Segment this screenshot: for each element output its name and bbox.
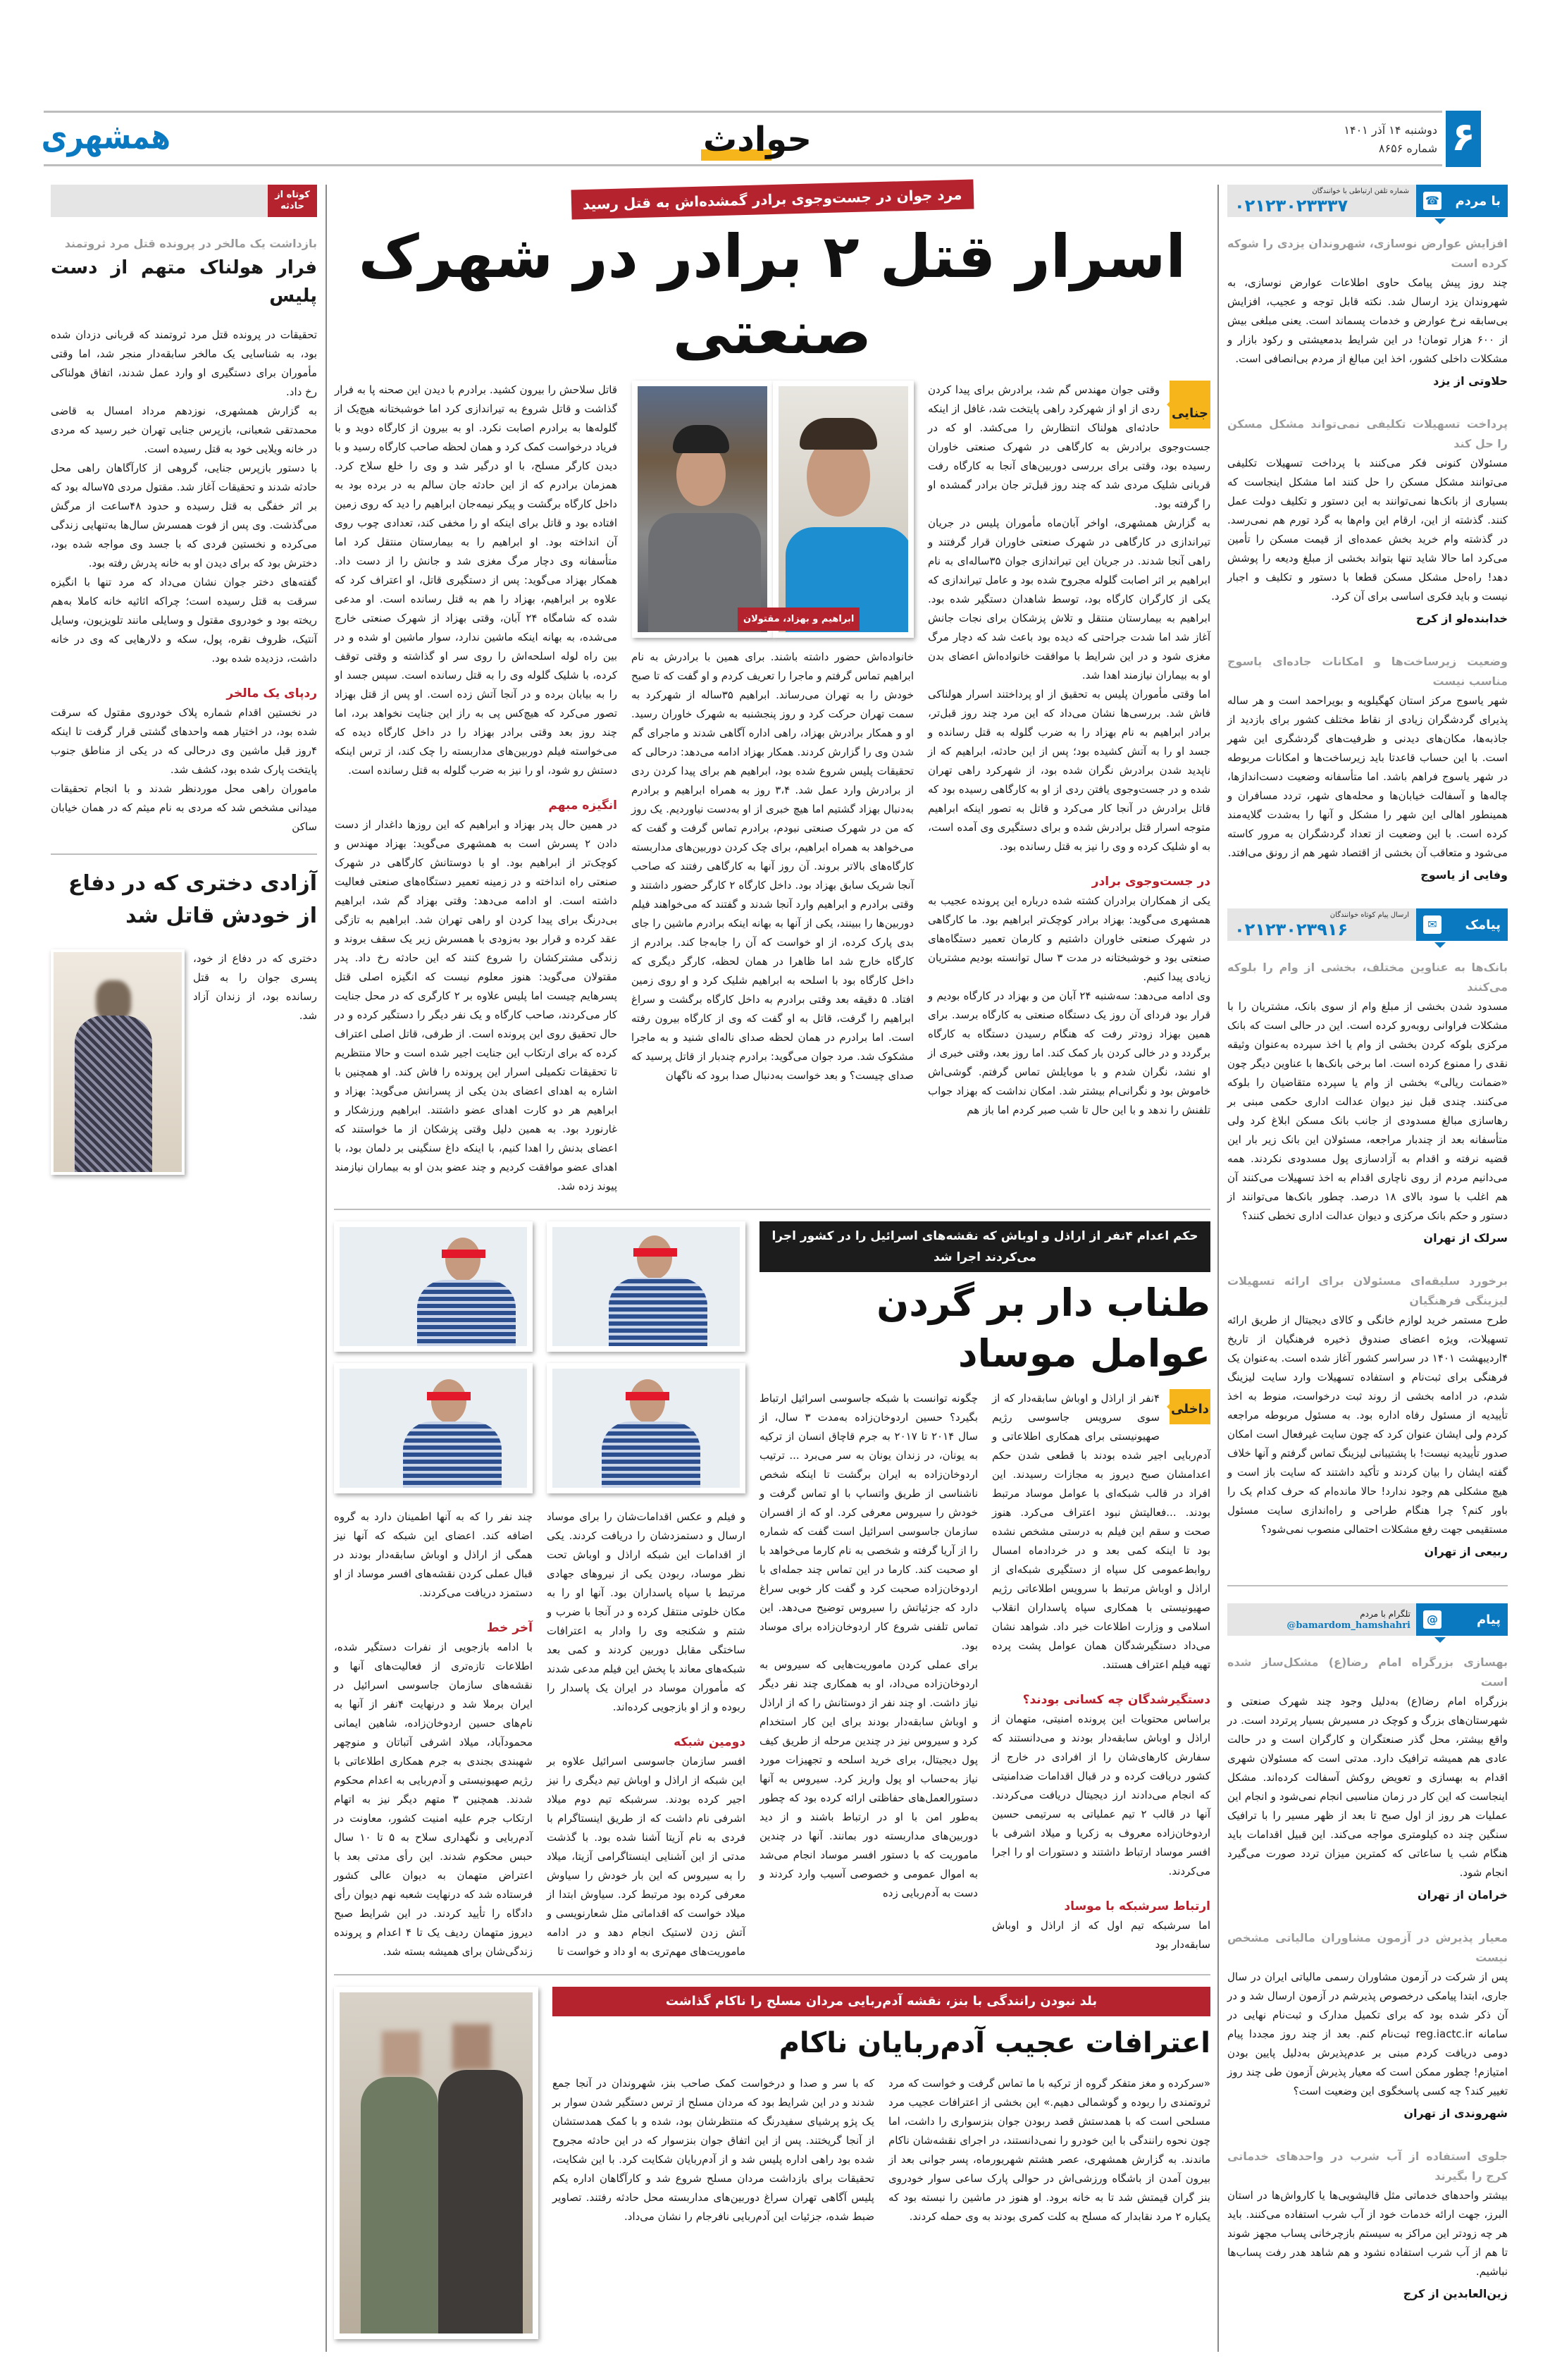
letter-title: برخورد سلیقه‌ای مسئولان برای ارائه تسهیلات لیزینگی فرهنگیان [1227,1274,1508,1307]
sms-tab[interactable] [1416,908,1508,941]
issue-number: شماره ۸۶۵۶ [1378,142,1437,155]
mossad-story-column-2 [760,1389,978,1903]
section-title [694,121,821,162]
sms-phone-label: ارسال پیام کوتاه خوانندگان [1329,911,1409,919]
telegram-label: تلگرام با مردم [1360,1608,1410,1619]
letter-body: شهر یاسوج مرکز استان کهگیلویه و بویراحمد است و هر ساله پذیرای گردشگران زیادی از نقاط مختلف کشور برای بازدید از جاذبه‌ها، مکان‌های دیدنی و ظرفیت‌های گردشگری این شهر است. با این حساب قاعدتا باید زیرساخت‌ها و امکانات مربوطه در شهر یاسوج فراهم باشد. اما متأسفانه وضعیت دست‌اندازها، چاله‌ها و آسفالت خیابان‌ها و محله‌های شهر، تردد مسافران و همینطور اهالی این شهر را مشکل و آنها را به‌شدت گلایه‌مند کرده است. با این وضعیت از تعداد گردشگران به مرور کاسته می‌شود و متعاقب آن بخشی از اقتصاد شهر هم از رونق می‌افتد. [1227,694,1508,859]
telegram-info [1227,1606,1416,1634]
photo-kidnap-suspects [334,1987,538,2339]
paragraph: اما سرشبکه تیم اول که از اراذل و اوباش سابقه‌دار بود [992,1919,1210,1951]
main-story-photos [632,381,914,638]
letter-signature: وفایی از یاسوج [1420,868,1508,882]
main-story-column-1 [928,381,1210,1120]
main-story-column-2 [631,381,914,1085]
readers-phone-number: ۰۲۱۲۳۰۲۳۳۳۷ [1234,195,1348,216]
letters-group-1 [1227,234,1508,884]
photo-behzad [632,381,773,638]
mossad-story-kicker: حکم اعدام ۴نفر از اراذل و اوباش که نقشه‌های اسرائیل را در کشور اجرا می‌کردند اجرا شد [760,1221,1210,1272]
subheading: ارتباط سرشبکه با موساد [1064,1899,1210,1913]
paragraph: وقتی جوان مهندس گم شد، برادرش برای پیدا کردن ردی از او از شهرکرد راهی پایتخت شد، غافل از اینکه حادثه‌ای هولناک انتظارش را می‌کشد. او که در جست‌وجوی برادرش به کارگاهی در شهرک صنعتی خاوران رسیده بود، وقتی برای بررسی دوربین‌های آنجا به کارگاه رفت قربانی شلیک مردی شد که چند روز قبل‌تر جان برادر گمشده او را گرفته بود. [928,383,1210,510]
photo-convict-2 [547,1221,745,1352]
at-icon: @ [1423,1610,1442,1629]
main-story-kicker: مرد جوان در جست‌وجوی برادر گمشده‌اش به قتل رسید [571,180,973,220]
letter-title: وضعیت زیرساخت‌ها و امکانات جاده‌ای یاسوج مناسب نیست [1227,655,1508,688]
readers-phone-label: شماره تلفن ارتباطی با خوانندگان [1312,187,1409,195]
paragraph: گفته‌های دختر جوان نشان می‌داد که مرد تنها با انگیزه سرقت به قتل رسیده است؛ چراکه اثاثیه خانه کاملا به‌هم ریخته بود و خودروی مقتول و وسایلی مانند تلویزیون، وسایل آنتیک، ظروف نقره، پول، سکه و دلارهایی که وی در خانه داشت، دزدیده شده بود. [51,576,317,665]
readers-column [1217,185,1508,2352]
paragraph: به گزارش همشهری، نوزدهم مرداد امسال به قاضی محمدتقی شعبانی، بازپرس جنایی تهران خبر رسید که مردی در خانه ویلایی خود به قتل رسیده است. [51,405,317,455]
letter-body: مسئولان کنونی فکر می‌کنند با پرداخت تسهیلات تکلیفی می‌توانند مشکل مسکن را حل کنند اما مشکل اینجاست که بسیاری از بانک‌ها نمی‌توانند به این دستور و تکلیف دولت عمل کنند. گذشته از این، ارقام این وام‌ها به گرد تورم هم نمی‌رسد. در گذشته وام خرید بخش عمده‌ای از قیمت مسکن را تأمین می‌کرد اما حالا شاید تنها بتواند بخشی از مبلغ ودیعه را پوشش دهد! راه‌حل مشکل مسکن قطعا با دستور و تکلیف و اجبار نیست و باید فکری اساسی برای آن کرد. [1227,457,1508,603]
kidnap-story-kicker: بلد نبودن رانندگی با بنز، نقشه آدم‌ربایی مردان مسلح را ناکام گذاشت [552,1987,1210,2016]
paragraph: به گزارش همشهری، اواخر آبان‌ماه مأموران پلیس در جریان تیراندازی در کارگاهی در شهرک صنعتی خاوران قرار گرفتند و راهی آنجا شدند. در جریان این تیراندازی جوان ۳۵ساله‌ای به نام ابراهیم بر اثر اصابت گلوله مجروح شده بود و عامل تیراندازی که یکی از کارگران کارگاه بود، توسط شاهدان دستگیر شده بود. ابراهیم به بیمارستان منتقل و تلاش پزشکان برای نجات جانش آغاز شد اما شدت جراحتی که دیده بود باعث شد که دچار مرگ مغزی شود و در این شرایط با موافقت خانواده‌اش اعضای بدن او به بیماران نیازمند اهدا شد. [928,517,1210,682]
paragraph: اما وقتی مأموران پلیس به تحقیق از او پرداختند اسرار هولناکی فاش شد. بررسی‌ها نشان می‌داد که این مرد چند روز قبل‌تر، برادر ابراهیم به نام بهزاد را به ضرب گلوله به قتل رسانده و جسد او را به آتش کشیده بود؛ پس از این حادثه، ابراهیم که از ناپدید شدن برادرش نگران شده بود، از شهرکرد راهی تهران شده و در جست‌وجوی یافتن ردی از او به کارگاهی رسیده بود که قاتل برادرش در آنجا کار می‌کرد و قاتل به تصور اینکه ابراهیم متوجه اسرار قتل برادرش شده و برای دستگیری وی آمده است، به او شلیک کرده و وی را نیز به قتل رسانده بود. [928,688,1210,853]
mossad-photos [334,1221,745,1493]
subheading: ردپای یک مالخر [226,686,317,701]
main-story-column-1-text [928,381,1210,1120]
readers-phone [1227,188,1416,214]
letter-body: پس از شرکت در آزمون مشاوران رسمی مالیاتی ایران در سال جاری، ابتدا پیامکی درخصوص پذیرشم در آزمون ارسال شد و در آن ذکر شده بود که برای تکمیل مدارک و ثبت‌نام نهایی در سامانه reg.iactc.ir ثبت‌نام کنم. بعد از چند روز مجددا پیام دومی دریافت کردم مبنی بر عدم‌پذیرش به‌دلیل پایین بودن امتیازم! چطور ممکن است که معیار پذیرش آزمون طی چند روز تغییر کند؟ چه کسی پاسخگوی این وضعیت است؟ [1227,1971,1508,2097]
subheading: در جست‌وجوی برادر [1091,875,1210,889]
short-news-tag: کوتاه از حادثه [268,185,317,217]
letter-signature: سرلک از تهران [1423,1231,1508,1245]
paragraph: ماموران راهی محل موردنظر شدند و با انجام تحقیقات میدانی مشخص شد که مردی به نام میثم که در همان خیابان ساکن [51,782,317,833]
message-label: پیام [1476,1612,1501,1627]
mossad-story-column-1 [992,1389,1210,1954]
paragraph: قاتل سلاحش را بیرون کشید. برادرم با دیدن این صحنه پا به فرار گذاشت و قاتل شروع به تیراندازی کرد اما خوشبختانه هیچ‌یک از گلوله‌ها به برادرم اصابت نکرد. او به بیرون از کارگاه دوید و با فریاد درخواست کمک کرد و همان لحظه صاحب کارگاه رسید و با دیدن کارگر مسلح، با او درگیر شد و وی را خلع سلاح کرد. همزمان برادرم که از این حادثه جان سالم به در برده بود به داخل کارگاه برگشت و پیکر نیمه‌جان ابراهیم را دید که روی زمین افتاده بود و قاتل برای اینکه او را مخفی کند، تعدادی چوب روی آن انداخته بود. او ابراهیم را به بیمارستان منتقل کرد اما متأسفانه وی دچار مرگ مغزی شد و جانش را از دست داد. همکار بهزاد می‌گوید: پس از دستگیری قاتل، او اعتراف کرد که علاوه بر ابراهیم، بهزاد را هم به قتل رسانده است. او مدعی شده که شامگاه ۲۴ آبان، وقتی بهزاد از شهرک صنعتی خارج می‌شده، به بهانه اینکه ماشین ندارد، سوار ماشین او شده و در بین راه لوله اسلحه‌اش را روی سر او گذاشته و وقتی توقف کرده، با شلیک گلوله وی را به قتل رسانده است. سپس جسد او را به بیابان برده و در آنجا آتش زده است. او پس از قتل بهزاد تصور می‌کرد که هیچ‌کس پی به راز این جنایت نخواهد برد، اما چند روز بعد وقتی برادر بهزاد را در داخل کارگاه دیده که می‌خواسته فیلم دوربین‌های مداربسته را چک کند، از ترس اینکه دستش رو شود، او را نیز به ضرب گلوله به قتل رسانده است. [335,383,617,777]
kidnap-story-column-2 [552,2074,874,2226]
left-story-2-body [193,949,317,1025]
paragraph: یکی از همکاران برادران کشته شده درباره این پرونده عجیب به همشهری می‌گوید: بهزاد برادر کوچک‌تر ابراهیم بود. ما کارگاهی در شهرک صنعتی خاوران داشتیم و کارمان تعمیر دستگاه‌های صنعتی بود و خوشبختانه در مدت ۳ سال توانسته بودیم مشتریان زیادی پیدا کنیم. [928,894,1210,983]
letter-signature: شهروندی از تهران [1403,2107,1508,2120]
main-story-column-3 [335,381,617,1196]
letter-title: معیار پذیرش در آزمون مشاوران مالیاتی مشخص نیست [1227,1931,1508,1964]
left-column-header-band [51,185,317,217]
mossad-story-text-block [760,1221,1210,1954]
telegram-handle[interactable]: @bamardom_hamshahri [1286,1620,1410,1631]
letter-body: بیشتر واحدهای خدماتی مثل قالیشویی‌ها یا کارواش‌ها در استان البرز، جهت ارائه خدمات خود از آب شرب استفاده می‌کنند. باید هر چه زودتر این مراکز به سیستم بازچرخانی پساب مجهز شوند تا هم از آب شرب استفاده نشود و هم شاهد هدر رفت پساب‌ها نباشیم. [1227,2189,1508,2278]
kidnap-story [334,1974,1210,2352]
paragraph: چند نفر را که به آنها اطمینان دارد به گروه اضافه کند. اعضای این شبکه که آنها نیز همگی از اراذل و اوباش سابقه‌دار بودند در قبال عملی کردن نقشه‌های افسر موساد از او دستمزد دریافت می‌کردند. [334,1510,533,1599]
kidnap-story-text-block [552,1987,1210,2226]
subheading: دومین شبکه [674,1735,745,1749]
paragraph: چگونه توانست با شبکه جاسوسی اسرائیل ارتباط بگیرد؟ حسین اردوخان‌زاده به‌مدت ۳ سال، از سال ۲۰۱۴ تا ۲۰۱۷ به جرم قاچاق انسان از ترکیه به یونان، در زندان یونان به سر می‌برد ... ترتیب اردوخان‌زاده به ایران برگشت تا اینکه شخص ناشناسی از طریق واتساپ با او تماس گرفت و خودش را سیروس معرفی کرد. او که از افسران سازمان جاسوسی اسرائیل است گفت که شماره را از آریا گرفته و شخصی به نام کارما می‌خواهد با او صحبت کند. کارما در این تماس چند جمله‌ای با اردوخان‌زاده صحبت کرد و گفت کار خوبی سراغ دارد که جزئیاتش را سیروس توضیح می‌دهد. این تماس تلفنی شروع کار اردوخان‌زاده برای موساد بود. [760,1392,979,1652]
mossad-story-column-3 [547,1507,745,1961]
photo-convict-4 [547,1363,745,1493]
paragraph: وی ادامه می‌دهد: سه‌شنبه ۲۴ آبان من و بهزاد در کارگاه بودیم و قرار بود فردای آن روز یک دستگاه صنعتی به کارگاه برسد. برای همین بهزاد زودتر رفت که هنگام رسیدن دستگاه به کارگاه برگردد و در خالی کردن بار کمک کند. اما روز بعد، وقتی خبری از او نشد، نگران شدم و با موبایلش تماس گرفتم. گوشی‌اش خاموش بود و نگرانی‌ام بیشتر شد. امکان نداشت که بهزاد جواب تلفنش را ندهد و با این حال تا شب صبر کردم اما باز هم [928,989,1210,1116]
photo-caption: ابراهیم و بهزاد، مقتولان [738,608,860,631]
left-divider [51,853,317,855]
kidnap-story-column-1 [888,2074,1210,2226]
left-story-2-headline[interactable]: آزادی دختری که در دفاع از خودش قاتل شد [68,871,317,928]
with-people-tab[interactable] [1416,185,1508,217]
subheading: انگیزه مبهم [548,799,617,813]
paragraph: در نخستین اقدام شماره پلاک خودروی مقتول که سرقت شده بود، در اختیار همه واحدهای گشتی قرار گرفت تا اینکه ۴روز قبل ماشین وی درحالی که در یکی از مناطق جنوب پایتخت پارک شده بود، کشف شد. [51,706,317,776]
letter-signature: زین‌العابدین از کرج [1403,2287,1508,2300]
letters-group-3 [1227,1653,1508,2303]
envelope-icon: ✉ [1423,915,1442,934]
paragraph: «سرکرده و مغز متفکر گروه از ترکیه با ما تماس گرفت و خواست که مرد ثروتمندی را ربوده و گوشمالی دهیم.» این بخشی از اعترافات عجیب مرد مسلحی است که با همدستش قصد ربودن جوان بنزسواری را داشت، اما چون نحوه رانندگی با این خودرو را نمی‌دانستند، در اجرای نقشه‌شان ناکام ماندند. به گزارش همشهری، عصر هشتم شهریورماه، پسر جوانی بعد از بیرون آمدن از باشگاه ورزشی‌اش در حوالی پارک ساعی سوار خودروی بنز گران قیمتش شد تا به خانه برود. او هنوز در ماشین را نبسته بود که یکباره ۲ مرد نقابدار که مسلح به کلت کمری بودند به وی حمله کردند. [888,2077,1210,2223]
center-stories [334,185,1210,2352]
message-tab[interactable] [1416,1603,1508,1636]
paragraph: که با سر و صدا و درخواست کمک صاحب بنز، شهروندان در آنجا جمع شدند و در این شرایط بود که مردان مسلح از ترس دستگیر شدن سوار بر یک پژو پرشیای سفیدرنگ که منتظرشان بود، شده و با کمک همدستشان از آنجا گریختند. پس از این اتفاق جوان بنزسوار که در این حادثه مجروح شده بود راهی اداره پلیس شد و از آدم‌ربایان شکایت کرد. با این شکایت، تحقیقات برای بازداشت مردان مسلح شروع شد و کارآگاهان اداره یکم پلیس آگاهی تهران سراغ دوربین‌های مداربسته محل حادثه رفتند. تصاویر ضبط شده، جزئیات این آدم‌ربایی نافرجام را نشان می‌داد. [552,2077,874,2223]
paragraph: ۴نفر از اراذل و اوباش سابقه‌دار که از سوی سرویس جاسوسی رژیم صهیونیستی برای همکاری اطلاعاتی و آدم‌ربایی اجیر شده بودند با قطعی شدن حکم اعدامشان صبح دیروز به مجازات رسیدند. این افراد در قالب شبکه‌ای با عوامل موساد مرتبط بودند. ...فعالیتش نبود اعتراف می‌کرد. هنوز صحت و سقم این فیلم به درستی مشخص نشده بود تا اینکه کمی بعد و در خردادماه امسال روابط‌عمومی کل سپاه از دستگیری شبکه‌ای از اراذل و اوباش مرتبط با سرویس اطلاعاتی رژیم صهیونیستی با همکاری سپاه پاسداران انقلاب اسلامی و وزارت اطلاعات خبر داد. شواهد نشان می‌داد دستگیرشدگان همان عوامل پشت پرده تهیه فیلم اعتراف هستند. [992,1392,1210,1671]
letter-title: بهسازی بزرگراه امام رضا(ع) مشکل‌ساز شده است [1227,1655,1508,1689]
photo-woman [51,949,185,1175]
mossad-story-column-1-text [992,1389,1210,1954]
paragraph: خانواده‌اش حضور داشته باشند. برای همین با برادرش به نام ابراهیم تماس گرفتم و ماجرا را تعریف کردم و او گفت که تا صبح خودش را به تهران می‌رساند. ابراهیم ۳۵ساله از شهرکرد به سمت تهران حرکت کرد و روز پنجشنبه به شهرک خاوران رسید. او و همکار برادرش بهزاد، راهی اداره آگاهی شدند و ماجرای گم شدن وی را گزارش کردند. همکار بهزاد ادامه می‌دهد: درحالی که تحقیقات پلیس شروع شده بود، ابراهیم هم برای پیدا کردن ردی از برادرش وارد عمل شد. ۳،۴ روز به همراه ابراهیم و برادرم به‌دنبال بهزاد گشتیم اما هیچ خبری از او به‌دست نیاوردیم. یک روز که من در شهرک صنعتی نبودم، برادرم تماس گرفت و گفت که می‌خواهد به همراه ابراهیم، برای چک کردن دوربین‌های مداربسته کارگاه‌های بالاتر بروند. آن روز آنها به کارگاهی رفتند که صاحب آنجا شریک سابق بهزاد بود. داخل کارگاه ۲ کارگر حضور داشتند و وقتی برادرم و ابراهیم وارد آنجا شدند و گفتند که می‌خواهند فیلم دوربین‌ها را ببینند، یکی از آنها به بهانه اینکه برادرم ماشین را جای بدی پارک کرده، از او خواست که آن را جابه‌جا کند. برادرم از کارگاه خارج شد اما ظاهرا در همان لحظه، کارگر دیگری که داخل کارگاه بود با اسلحه به ابراهیم شلیک کرد و او روی زمین افتاد. ۵ دقیقه بعد وقتی برادرم به داخل کارگاه برگشت و سراغ ابراهیم را گرفت، قاتل به او گفت که وی از کارگاه بیرون رفته است. اما برادرم در همان لحظه صدای ناله‌ای شنید و به ماجرا مشکوک شد. مرد جوان می‌گوید: برادرم چندبار از قاتل پرسید که صدای چیست؟ و بعد خواست به‌دنبال صدا برود که ناگهان [631,651,914,1082]
paragraph: دختری که در دفاع از خود، پسری جوان را به قتل رسانده بود، از زندان آزاد شد. [193,952,317,1022]
letter-body: طرح مستمر خرید لوازم خانگی و کالای دیجیتال از طریق ارائه تسهیلات، ویژه اعضای صندوق ذخیره فرهنگیان از تاریخ ۴اردیبهشت ۱۴۰۱ در سراسر کشور آغاز شده است. به‌عنوان یک فرهنگی برای ثبت‌نام و استفاده تسهیلات وارد سایت لیزینگ شدم، در ادامه بخشی از روند ثبت درخواست، منوط به اخذ تأییدیه از مسئول رفاه اداره بود. به مسئول مربوطه مراجعه کردم ولی ایشان عنوان کرد که چون سایت غیرفعال است امکان صدور تأییدیه نیست! با پشتیبانی لیزینگ تماس گرفتم و آنها خلاف گفته ایشان را بیان کردند و تأکید داشتند که سایت باز است و هیچ مشکلی هم وجود ندارد! حالا مانده‌ام که حرف کدام یک را باور کنم؟ چرا هنگام طراحی و راه‌اندازی سایت مسئول مستقیمی جهت رفع مشکلات احتمالی منصوب نمی‌شود؟ [1227,1314,1508,1536]
mossad-story-photo-block [334,1221,745,1961]
mossad-story-headline[interactable]: طناب دار بر گردن عوامل موساد [876,1281,1210,1376]
sms-phone-number: ۰۲۱۲۳۰۲۳۹۱۶ [1234,919,1348,939]
left-story-1-kicker: بازداشت یک مالخر در پرونده قتل مرد ثروتمند [64,237,317,250]
subheading: دستگیرشدگان چه کسانی بودند؟ [1022,1693,1210,1707]
phone-icon: ☎ [1423,192,1442,210]
letter-body: بزرگراه امام رضا(ع) به‌دلیل وجود چند شهرک صنعتی و شهرستان‌های بزرگ و کوچک در مسیرش بسیار پرتردد است. در واقع بیشتر، محل گذر صنعتگران و کارگران است و در حالت عادی هم همیشه ترافیک دارد. مدتی است که مسئولان شهری اقدام به بهسازی و تعویض روکش آسفالت کرده‌اند. مشکل اینجاست که این کار در زمان مناسبی انجام نمی‌شود و انجام این عملیات هر روز از اول صبح تا بعد از ظهر مسیر را با ترافیک سنگین چند ده کیلومتری مواجه می‌کند. این قبیل اقدامات باید هنگام شب یا ساعاتی که کمترین میزان تردد صورت می‌گیرد انجام شود. [1227,1695,1508,1879]
mossad-story [334,1209,1210,1974]
kidnap-story-headline[interactable]: اعترافات عجیب آدم‌ربایان ناکام [779,2027,1210,2059]
paragraph: در همین حال پدر بهزاد و ابراهیم که این روزها داغدار از دست دادن ۲ پسرش است به همشهری می‌گوید: بهزاد مهندس و کوچک‌تر از ابراهیم بود. او با دوستانش کارگاهی در شهرک صنعتی راه انداخته و در زمینه تعمیر دستگاه‌های صنعتی فعالیت داشته است. او ادامه می‌دهد: وقتی بهزاد گم شد، ابراهیم بی‌درنگ برای پیدا کردن او راهی تهران شد. ابراهیم به تازگی عقد کرده و قرار بود به‌زودی با همسرش زیر یک سقف بروند و زندگی مشترکشان را شروع کنند که این حادثه رخ داد. پدر مقتولان می‌گوید: هنوز معلوم نیست که انگیزه اصلی قتل پسرهایم چیست اما پلیس علاوه بر ۲ کارگری که در محل جنایت کار می‌کردند، صاحب کارگاه و یک نفر دیگر را دستگیر کرده و در حال تحقیق روی این پرونده است. از طرفی، قاتل اصلی اعتراف کرده که برای ارتکاب این جنایت اجیر شده است و حالا منتظریم تا تحقیقات تکمیلی اسرار این پرونده را فاش کند. او همچنین با اشاره به اهدای اعضای بدن یکی از پسرانش می‌گوید: بهزاد و ابراهیم هر دو کارت اهدای عضو داشتند. ابراهیم ورزشکار و غارنورد بود. به همین دلیل وقتی پزشکان از ما خواستند که اعضای بدنش را اهدا کنیم، با اینکه داغ سنگینی بر دلمان بود، با اهدای عضو موافقت کردیم و چند عضو بدن او به بیماران نیازمند پیوند زده شد. [335,818,618,1192]
letter-body: مسدود شدن بخشی از مبلغ وام از سوی بانک، مشتریان را با مشکلات فراوانی روبه‌رو کرده است. این در حالی است که بانک مرکزی بلوکه کردن بخشی از وام یا اخذ سپرده به‌عنوان وثیقه نقدی را ممنوع کرده است. اما برخی بانک‌ها با عناوین دیگر چون «ضمانت ریالی» بخشی از وام یا سپرده متقاضیان را بلوکه می‌کنند. چندی قبل نیز دیوان عدالت اداری حکمی مبنی بر رهاسازی مبالغ مسدودی از جانب بانک مسکن ابلاغ کرد ولی متأسفانه بعد از چندبار مراجعه، مسئولان این بانک زیر بار این قضیه نرفته و اقدام به آزادسازی پول مسدودی نکردند. همه می‌دانیم مردم از روی ناچاری اقدام به اخذ تسهیلات می‌کنند آن هم اغلب با سود بالای ۱۸ درصد. چطور بانک‌ها می‌توانند از دستور و حکم بانک مرکزی و دیوان عدالت اداری تخطی کنند؟ [1227,1000,1508,1222]
with-people-label: با مردم [1455,193,1501,209]
letter-signature: حلاوتی از یزد [1433,374,1508,388]
letter-signature: ربیعی از تهران [1424,1545,1508,1558]
left-story-1 [51,234,317,837]
category-tag-criminal: جنایی [1170,381,1210,428]
sms-phone [1227,912,1416,938]
letter-title: بانک‌ها به عناوین مختلف، بخشی از وام را بلوکه می‌کنند [1227,961,1508,994]
paragraph: تحقیقات در پرونده قتل مرد ثروتمند که قربانی دزدان شده بود، به شناسایی یک مالخر سابقه‌دار منجر شد، اما وقتی مأموران برای دستگیری او وارد عمل شدند، اتفاق هولناکی رخ داد. [51,328,317,398]
left-story-1-headline[interactable]: فرار هولناک متهم از دست پلیس [51,257,317,307]
left-story-1-body [51,326,317,837]
main-story [334,185,1210,1209]
letter-title: پرداخت تسهیلات تکلیفی نمی‌تواند مشکل مسکن را حل کند [1227,417,1508,450]
page-number: ۶ [1446,111,1481,167]
readers-band [1227,185,1508,217]
sms-label: پیامک [1465,917,1501,932]
paragraph: با ادامه بازجویی از نفرات دستگیر شده، اطلاعات تازه‌تری از فعالیت‌های آنها و نقشه‌های سازمان جاسوسی اسرائیل در ایران برملا شد و درنهایت ۴نفر از آنها به نام‌های حسین اردوخان‌زاده، شاهین ایمانی محمودآباد، میلاد اشرفی آتباتان و منوچهر شهبندی بجندی به جرم همکاری اطلاعاتی با رژیم صهیونیستی و آدم‌ربایی به اعدام محکوم شدند. همچنین ۳ متهم دیگر نیز به اتهام ارتکاب جرم علیه امنیت کشور، معاونت در آدم‌ربایی و نگهداری سلاح به ۵ تا ۱۰ سال حبس محکوم شدند. این رأی مدتی بعد با اعتراض متهمان به دیوان عالی کشور فرستاده شد که درنهایت شعبه نهم دیوان رأی دادگاه را تأیید کردند. در این شرایط صبح دیروز متهمان ردیف یک تا ۴ اعدام و پرونده زندگی‌شان برای همیشه بسته شد. [334,1641,533,1958]
sms-band [1227,908,1508,941]
issue-date: دوشنبه ۱۴ آذر ۱۴۰۱ [1344,123,1437,137]
letter-signature: خرامان از تهران [1417,1888,1508,1901]
main-story-column-2-text [631,648,914,1085]
category-tag-domestic: داخلی [1170,1389,1210,1424]
paragraph: با دستور بازپرس جنایی، گروهی از کارآگاهان راهی محل حادثه شدند و تحقیقات آغاز شد. مقتول مردی ۷۵ساله بود که بر اثر خفگی به قتل رسیده و حدود ۴۸ساعت از مرگش می‌گذشت. وی پس از فوت همسرش سال‌ها به‌تنهایی زندگی می‌کرده و نخستین فردی که با جسد وی مواجه شده بود، دخترش بود که برای دیدن او به خانه پدرش رفته بود. [51,462,317,569]
letter-body: چند روز پیش پیامک حاوی اطلاعات عوارض نوسازی، به شهروندان یزد ارسال شد. نکته قابل توجه و عجیب، افزایش بی‌سابقه نرخ عوارض و خدمات پسماند است. یعنی مبلغی بیش از ۶۰۰ هزار تومان! در این شرایط بدمعیشتی و رکود بازار و مشکلات داخلی کشور، اخذ این مبالغ از مردم بی‌انصافی است. [1227,276,1508,365]
photo-ebrahim [773,381,914,638]
letter-title: جلوی استفاده از آب شرب در واحدهای خدماتی کرج را بگیرند [1227,2150,1508,2183]
newspaper-logo[interactable]: همشهری [41,116,170,157]
section-name: حوادث [702,120,812,159]
paragraph: افسر سازمان جاسوسی اسرائیل علاوه بر این شبکه از اراذل و اوباش تیم دیگری را نیز اجیر کرده بودند. سرشبکه تیم دوم میلاد اشرفی نام داشت که از طریق اینستاگرام با فردی به نام آزیتا آشنا شده بود. با گذشت مدتی از این آشنایی اینستاگرامی آزیتا، میلاد را به سیروس که این بار خودش را سیاوش معرفی کرده بود مرتبط کرد. سیاوش ابتدا از میلاد خواست که اقداماتی مثل شعارنویسی و آتش زدن لاستیک انجام دهد و در ادامه ماموریت‌های مهم‌تری به او داد و خواست تا [547,1755,745,1958]
letters-group-2 [1227,958,1508,1561]
photo-convict-3 [334,1363,533,1493]
paragraph: براساس محتویات این پرونده امنیتی، متهمان از اراذل و اوباش سابقه‌دار بودند و می‌دانستند که سفارش کارهای‌شان را از افرادی در خارج از کشور دریافت کرده و در قبال اقدامات ضدامنیتی که انجام می‌دادند ارز دیجیتال دریافت می‌کردند. آنها در قالب ۲ تیم عملیاتی به سرتیمی حسین اردوخان‌زاده معروف به زکریا و میلاد اشرفی با افسر موساد ارتباط داشتند و دستورات او را اجرا می‌کردند. [992,1713,1210,1878]
main-story-headline[interactable]: اسرار قتل ۲ برادر در شهرک صنعتی [358,222,1186,367]
paragraph: برای عملی کردن ماموریت‌هایی که سیروس به اردوخان‌زاده می‌داد، او به همکاری چند نفر دیگر نیاز داشت. او چند نفر از دوستانش را که از اراذل و اوباش سابقه‌دار بودند برای این کار استخدام کرد و سیروس نیز در چندین مرحله از طریق کیف پول دیجیتال، برای خرید اسلحه و تجهیزات مورد نیاز به‌حساب او پول واریز کرد. سیروس به آنها دستورالعمل‌های حفاظتی ارائه کرده بود که چطور به‌طور امن با او در ارتباط باشند و از دید دوربین‌های مداربسته دور بمانند. آنها در چندین ماموریت که با دستور افسر موساد انجام می‌شد به اموال عمومی و خصوصی آسیب وارد کردند و دست به آدم‌ربایی زده [760,1658,978,1899]
letter-signature: خدابنده‌لو از کرج [1415,612,1508,625]
subheading: آخر خط [486,1621,533,1635]
mossad-story-column-4 [334,1507,533,1961]
short-news-column [51,185,327,2352]
paragraph: و فیلم و عکس اقدامات‌شان را برای موساد ارسال و دستمزدشان را دریافت کردند. یکی از اقدامات این شبکه اراذل و اوباش تحت نظر موساد، ربودن یکی از نیروهای جهادی مرتبط با سپاه پاسداران بود. آنها او را به مکان خلوتی منتقل کرده و در آنجا با ضرب و شتم و شکنجه وی را وادار به اعترافات ساختگی مقابل دوربین کردند و کمی بعد شبکه‌های معاند با پخش این فیلم مدعی شدند که مأموران موساد در ایران یک پاسدار را ربوده و از او بازجویی کرده‌اند. [547,1510,745,1713]
photo-convict-1 [334,1221,533,1352]
letter-title: افزایش عوارض نوسازی، شهروندان یزدی را شوکه کرده است [1227,237,1508,270]
right-divider [1227,1585,1508,1586]
message-band [1227,1603,1508,1636]
